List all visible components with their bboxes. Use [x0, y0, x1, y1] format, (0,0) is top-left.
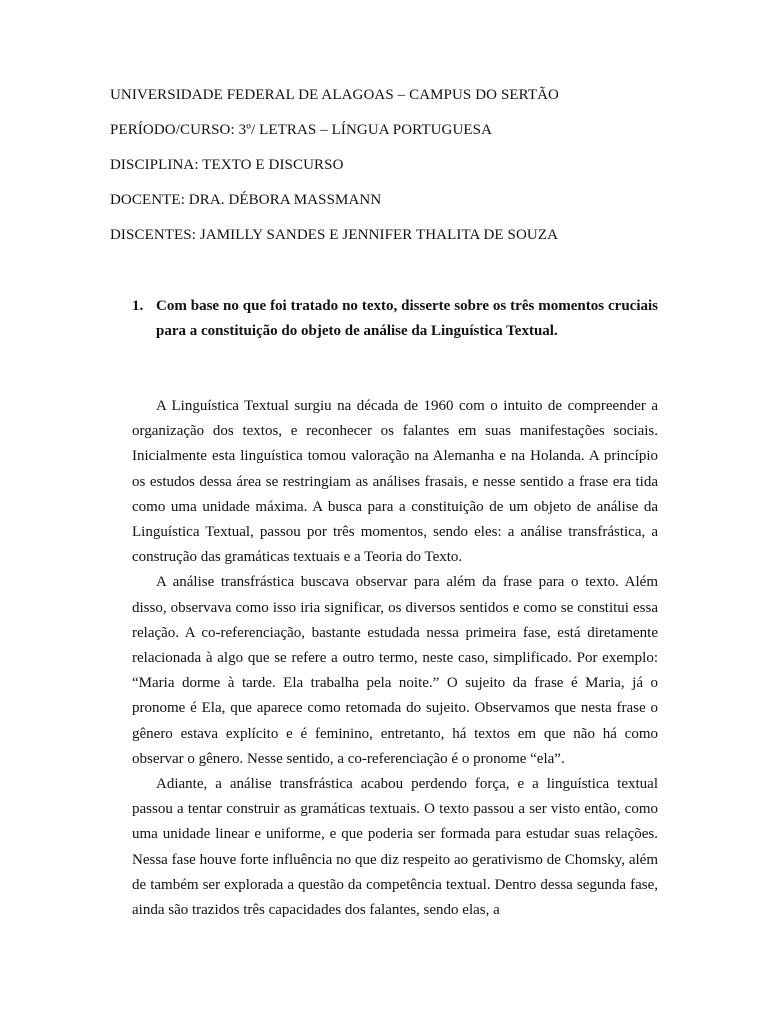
- question-number: 1.: [132, 298, 144, 314]
- paragraph-3: Adiante, a análise transfrástica acabou perdendo força, e a linguística textual passou a tentar construir as gramáticas textuais. O texto passou a ser visto então, como uma unidade linear e uniforme, e que poderia ser formada para estudar suas relações. Nessa fase houve forte influência no que diz respeito ao gerativismo de Chomsky, além de também ser explorada a questão da competência textual. Dentro dessa segunda fase, ainda são trazidos três capacidades dos falantes, sendo elas, a: [132, 776, 658, 919]
- discipline-line: DISCIPLINA: TEXTO E DISCURSO: [110, 157, 344, 173]
- university-line: UNIVERSIDADE FEDERAL DE ALAGOAS – CAMPUS DO SERTÃO: [110, 87, 559, 103]
- students-line: DISCENTES: JAMILLY SANDES E JENNIFER THALITA DE SOUZA: [110, 227, 559, 243]
- question-text: Com base no que foi tratado no texto, disserte sobre os três momentos cruciais para a constituição do objeto de análise da Linguística Textual.: [156, 298, 658, 339]
- paragraph-2: A análise transfrástica buscava observar para além da frase para o texto. Além disso, observava como isso iria significar, os diversos sentidos e como se constitui essa relação. A co-referenciação, bastante estudada nessa primeira fase, está diretamente relacionada à algo que se refere a outro termo, neste caso, simplificado. Por exemplo: “Maria dorme à tarde. Ela trabalha pela noite.” O sujeito da frase é Maria, já o pronome é Ela, que aparece como retomada do sujeito. Observamos que nesta frase o gênero estava explícito e é feminino, entretanto, há textos em que não há como observar o gênero. Nesse sentido, a co-referenciação é o pronome “ela”.: [132, 574, 658, 767]
- paragraph-1: A Linguística Textual surgiu na década de 1960 com o intuito de compreender a organização dos textos, e reconhecer os falantes em suas manifestações sociais. Inicialmente esta linguística tomou valoração na Alemanha e na Holanda. A princípio os estudos dessa área se restringiam as análises frasais, e nesse sentido a frase era tida como uma unidade máxima. A busca para a constituição de um objeto de análise da Linguística Textual, passou por três momentos, sendo eles: a análise transfrástica, a construção das gramáticas textuais e a Teoria do Texto.: [132, 398, 658, 566]
- teacher-line: DOCENTE: DRA. DÉBORA MASSMANN: [110, 192, 382, 208]
- answer-body: [132, 394, 658, 923]
- question-item: [132, 294, 658, 344]
- period-course-line: PERÍODO/CURSO: 3º/ LETRAS – LÍNGUA PORTUGUESA: [110, 122, 493, 138]
